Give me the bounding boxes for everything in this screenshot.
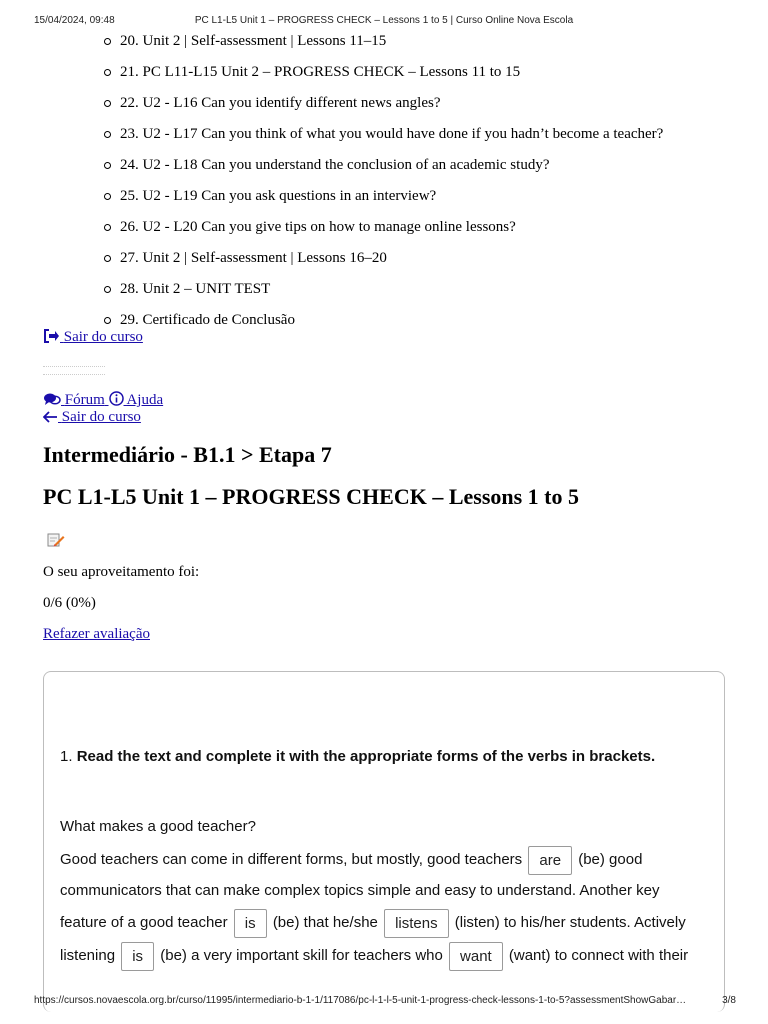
comments-icon xyxy=(43,392,61,406)
passage-text: (be) that he/she xyxy=(272,914,378,931)
page-title: PC L1-L5 Unit 1 – PROGRESS CHECK – Lessons 1 to 5 xyxy=(43,484,580,509)
answer-box-3[interactable]: listens xyxy=(384,909,449,938)
print-datetime: 15/04/2024, 09:48 xyxy=(34,15,115,26)
answer-box-5[interactable]: want xyxy=(449,942,503,971)
passage-text: (listen) to his/her students. Actively xyxy=(454,914,686,931)
passage-text: feature of a good teacher xyxy=(60,914,228,931)
lesson-item[interactable]: 22. U2 - L16 Can you identify different news angles? xyxy=(120,95,441,111)
print-url: https://cursos.novaescola.org.br/curso/11995/intermediario-b-1-1/117086/pc-l-1-l-5-unit-1-progress-check-lessons-1-to-5?assessmentShowGabar… xyxy=(34,995,687,1006)
help-link[interactable] xyxy=(109,392,164,408)
forum-label: Fórum xyxy=(64,392,105,408)
passage-text: (want) to connect with their xyxy=(508,947,689,964)
info-circle-icon xyxy=(109,391,124,406)
arrow-left-icon xyxy=(43,411,58,423)
text-title: What makes a good teacher? xyxy=(60,818,256,835)
help-label: Ajuda xyxy=(126,392,164,408)
question-card xyxy=(43,671,725,1012)
lesson-item[interactable]: 28. Unit 2 – UNIT TEST xyxy=(120,281,271,297)
lesson-item[interactable]: 26. U2 - L20 Can you give tips on how to manage online lessons? xyxy=(120,219,516,235)
lesson-item[interactable]: 20. Unit 2 | Self-assessment | Lessons 11–15 xyxy=(120,33,387,49)
score-label: O seu aproveitamento foi: xyxy=(43,564,200,580)
print-page-number: 3/8 xyxy=(722,995,736,1006)
retake-row xyxy=(43,625,150,643)
forum-link[interactable] xyxy=(43,392,109,408)
exit-course-link[interactable] xyxy=(43,409,141,425)
help-links xyxy=(43,391,163,409)
passage-line-3 xyxy=(60,907,686,939)
question-instruction: Read the text and complete it with the appropriate forms of the verbs in brackets. xyxy=(76,748,656,765)
lesson-item[interactable]: 21. PC L11-L15 Unit 2 – PROGRESS CHECK – Lessons 11 to 15 xyxy=(120,64,521,80)
edit-icon xyxy=(47,532,65,548)
passage-line-2: communicators that can make complex topics simple and easy to understand. Another key xyxy=(60,882,660,899)
answer-box-1[interactable]: are xyxy=(528,846,572,875)
exit-course-label: Sair do curso xyxy=(63,329,143,345)
answer-box-4[interactable]: is xyxy=(121,942,154,971)
score-value: 0/6 (0%) xyxy=(43,595,96,611)
lesson-item[interactable]: 24. U2 - L18 Can you understand the conclusion of an academic study? xyxy=(120,157,550,173)
question-number: 1. xyxy=(60,748,73,765)
exit-course-link[interactable] xyxy=(43,329,143,345)
passage-text: listening xyxy=(60,947,116,964)
breadcrumb: Intermediário - B1.1 > Etapa 7 xyxy=(43,442,332,467)
lesson-item[interactable]: 23. U2 - L17 Can you think of what you would have done if you hadn’t become a teacher? xyxy=(120,126,664,142)
lesson-item[interactable]: 29. Certificado de Conclusão xyxy=(120,312,295,328)
exit-course-label: Sair do curso xyxy=(61,409,141,425)
question-heading xyxy=(60,748,712,765)
exit-course-link-bottom[interactable] xyxy=(43,408,141,426)
print-doc-title: PC L1-L5 Unit 1 – PROGRESS CHECK – Lessons 1 to 5 | Curso Online Nova Escola xyxy=(194,15,574,26)
exit-course-link-top[interactable] xyxy=(43,328,143,346)
divider-dots xyxy=(43,366,105,375)
answer-box-2[interactable]: is xyxy=(234,909,267,938)
passage-text: (be) good xyxy=(578,851,643,868)
passage-line-4 xyxy=(60,940,688,972)
passage-text: (be) a very important skill for teachers who xyxy=(160,947,443,964)
lesson-item[interactable]: 27. Unit 2 | Self-assessment | Lessons 16–20 xyxy=(120,250,387,266)
sign-out-icon xyxy=(43,329,60,343)
passage-line-1 xyxy=(60,844,642,876)
passage-text: Good teachers can come in different forms, but mostly, good teachers xyxy=(60,851,523,868)
retake-assessment-link[interactable]: Refazer avaliação xyxy=(43,626,150,642)
lesson-item[interactable]: 25. U2 - L19 Can you ask questions in an interview? xyxy=(120,188,437,204)
